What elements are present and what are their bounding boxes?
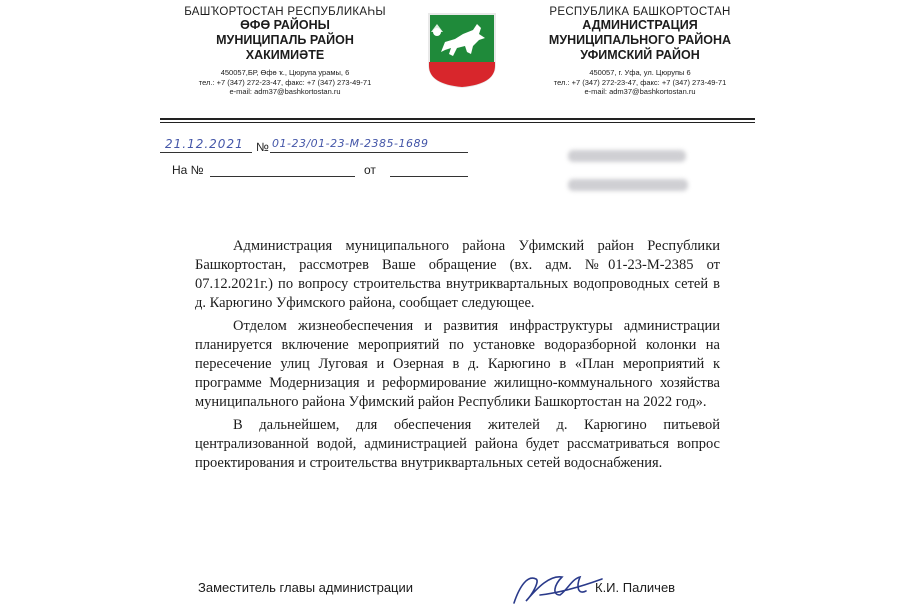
date-underline bbox=[160, 152, 252, 153]
redacted-recipient-line-1 bbox=[568, 150, 686, 162]
signatory-title: Заместитель главы администрации bbox=[198, 580, 414, 595]
number-underline bbox=[270, 152, 468, 153]
header-left-address: 450057,БР, Өфө ҡ., Цюрупа урамы, 6 bbox=[220, 68, 350, 77]
header-left bbox=[160, 6, 410, 97]
redacted-recipient-line-2 bbox=[568, 179, 688, 191]
header-divider-thick bbox=[160, 118, 755, 120]
header-left-republic: БАШҠОРТОСТАН РЕСПУБЛИКАҺЫ bbox=[184, 6, 386, 18]
header-right-phone: тел.: +7 (347) 272-23-47, факс: +7 (347) 273-49-71 bbox=[553, 77, 727, 87]
header-left-phone: тел.: +7 (347) 272-23-47, факс: +7 (347) 273-49-71 bbox=[198, 77, 372, 87]
body-paragraph-1: Администрация муниципального района Уфимский район Республики Башкортостан, рассмотрев Ваше обращение (вх. адм. №01-23-М-2385 от 07.12.2021г.) по вопросу строительства внутриквартальных водопроводных сетей в д. Карюгино Уфимского района, сообщает следующее. bbox=[195, 238, 720, 311]
header-left-municipal: МУНИЦИПАЛЬ РАЙОН bbox=[216, 33, 354, 47]
reply-date-underline bbox=[390, 176, 468, 177]
body-paragraph-3: В дальнейшем, для обеспечения жителей д. Карюгино питьевой централизованной водой, администрацией района будет рассматриваться вопрос проектирования и строительства внутриквартальных сетей водоснабжения. bbox=[195, 417, 720, 471]
reply-number-label: На № bbox=[172, 163, 204, 177]
header-left-email: e-mail: adm37@bashkortostan.ru bbox=[229, 87, 341, 96]
header-right bbox=[515, 6, 765, 97]
header-right-email: e-mail: adm37@bashkortostan.ru bbox=[584, 87, 696, 96]
header-right-municipal: МУНИЦИПАЛЬНОГО РАЙОНА bbox=[548, 33, 732, 47]
header-left-district: ӨФӨ РАЙОНЫ bbox=[240, 18, 330, 32]
coat-of-arms-emblem bbox=[427, 12, 497, 88]
reply-number-underline bbox=[210, 176, 355, 177]
letter-body bbox=[195, 237, 720, 477]
header-divider-thin bbox=[160, 122, 755, 123]
header-right-address: 450057, г. Уфа, ул. Цюрупы 6 bbox=[589, 68, 691, 77]
outgoing-number: 01-23/01-23-М-2385-1689 bbox=[272, 137, 429, 150]
header-right-district: УФИМСКИЙ РАЙОН bbox=[580, 48, 700, 62]
handwritten-signature bbox=[510, 565, 605, 610]
reply-date-label: от bbox=[364, 163, 376, 177]
outgoing-number-label: № bbox=[256, 140, 269, 154]
signatory-name: К.И. Паличев bbox=[595, 580, 676, 595]
header-right-administration: АДМИНИСТРАЦИЯ bbox=[582, 18, 698, 32]
outgoing-date: 21.12.2021 bbox=[165, 137, 244, 151]
body-paragraph-2: Отделом жизнеобеспечения и развития инфраструктуры администрации планируется включение мероприятий по установке водоразборной колонки на пересечение улиц Луговая и Озерная в д. Карюгино в «План мероприятий к программе Модернизация и реформирование жилищно-коммунального хозяйства муниципального района Уфимский район Республики Башкортостан на 2022 год». bbox=[195, 318, 720, 410]
header-right-republic: РЕСПУБЛИКА БАШКОРТОСТАН bbox=[549, 6, 731, 18]
header-left-administration: ХАКИМИӘТЕ bbox=[245, 48, 325, 62]
